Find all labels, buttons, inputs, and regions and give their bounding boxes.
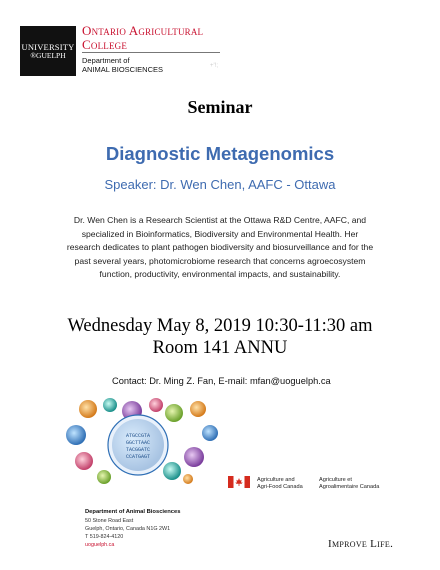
footer-department: Department of Animal Biosciences	[85, 509, 181, 515]
footer-address-2: Guelph, Ontario, Canada N1G 2W1	[85, 526, 171, 532]
university-of-guelph-logo	[20, 26, 76, 76]
aafc-fr-line-2: Agroalimentaire Canada	[319, 483, 380, 490]
bio-line: specialized in Bioinformatics, Biodiversity and Environmental Health. Her	[81, 228, 359, 239]
college-name-line-2: College	[82, 37, 128, 52]
header-mark: +'!;	[210, 63, 218, 69]
footer-address-1: 50 Stone Road East	[85, 518, 134, 524]
bio-line: function, productivity, environmental impacts, and sustainability.	[99, 269, 341, 279]
aafc-french-name	[319, 477, 379, 490]
svg-text:ATGCCGTA: ATGCCGTA	[125, 433, 151, 439]
logo-line-2: ®GUELPH	[30, 51, 66, 60]
speaker-line: Speaker: Dr. Wen Chen, AAFC - Ottawa	[104, 177, 336, 192]
footer-website-link[interactable]: uoguelph.ca	[85, 542, 115, 548]
contact-line: Contact: Dr. Ming Z. Fan, E-mail: mfan@uoguelph.ca	[112, 376, 331, 386]
svg-text:TACGGATC: TACGGATC	[125, 447, 151, 453]
event-room: Room 141 ANNU	[152, 338, 288, 358]
speaker-bio	[58, 214, 382, 282]
bio-line: research dedicates to plant pathogen biodiversity and biosurveillance and for the	[66, 242, 374, 252]
event-datetime: Wednesday May 8, 2019 10:30-11:30 am	[67, 316, 373, 336]
department-label: Department of	[82, 56, 130, 65]
slogan: Improve Life.	[328, 538, 394, 550]
svg-text:GGCTTAAC: GGCTTAAC	[125, 440, 151, 446]
canada-flag-icon	[228, 476, 250, 488]
college-name	[82, 24, 232, 52]
bio-line: Dr. Wen Chen is a Research Scientist at the Ottawa R&D Centre, AAFC, and	[73, 215, 367, 225]
department-name: ANIMAL BIOSCIENCES	[82, 65, 163, 74]
aafc-english-name	[257, 477, 303, 490]
footer-phone: T 519-824-4120	[85, 534, 124, 540]
microbes-illustration	[64, 397, 220, 485]
aafc-fr-line-1: Agriculture et	[319, 477, 352, 483]
logo-line-1: UNIVERSITY	[21, 41, 75, 52]
aafc-en-line-2: Agri-Food Canada	[257, 483, 303, 490]
header-divider	[82, 52, 220, 53]
event-schedule	[0, 315, 440, 359]
svg-text:CCATGAGT: CCATGAGT	[125, 454, 151, 460]
seminar-title: Diagnostic Metagenomics	[105, 143, 335, 164]
aafc-en-line-1: Agriculture and	[257, 477, 295, 483]
bio-line: past several years, photomicrobiome research that concerns agroecosystem	[74, 255, 366, 266]
college-name-line-1: Ontario Agricultural	[82, 23, 204, 38]
event-type-heading: Seminar	[187, 97, 253, 117]
